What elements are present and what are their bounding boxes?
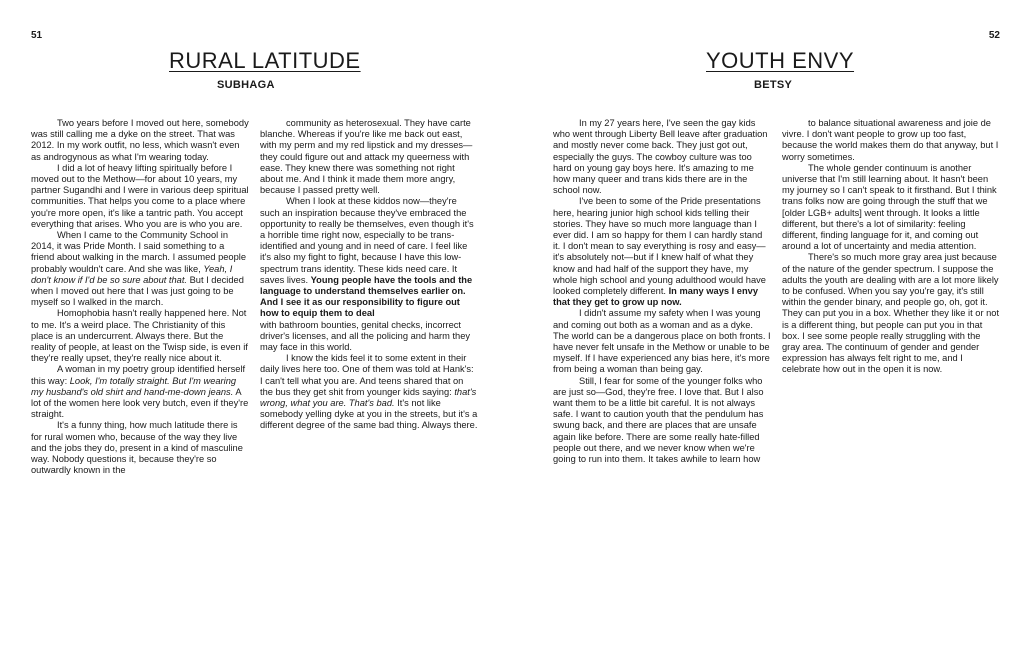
paragraph-text: A lot of the women here look very butch, even if they're straight.: [31, 386, 249, 420]
text-column: [553, 118, 771, 618]
paragraph: [260, 118, 478, 196]
paragraph-text: In my 27 years here, I've seen the gay kids who went through Liberty Bell leave after graduation and mostly never come back. They just got out, especially the guys. The cowboy culture was too hard on young gay boys here. It's amazing to me how many queer and trans kids there are in the school now.: [553, 118, 768, 196]
paragraph-text: There's so much more gray area just because of the nature of the gender spectrum. I suppose the adults the youth are dealing with are a lot more likely to be confused. When you say you're gay, it's still within the gender binary, and people go, oh, got it. They can put you in a box. Whether they like it or not is a different thing, but people can put you in that box. I see some people really struggling with the gray area. The continuum of gender and gender expression has always felt right to me, and I celebrate how out in the open it is now.: [782, 252, 1000, 375]
italic-text: Look, I'm totally straight. But I'm wearing my husband's old shirt and hand-me-down jeans.: [31, 375, 237, 397]
paragraph: [260, 353, 478, 431]
paragraph: [782, 118, 1000, 163]
bold-text: Young people have the tools and the language to understand themselves earlier on. And I see it as our responsibility to figure out how to equip them to deal: [260, 274, 473, 319]
paragraph: [260, 196, 478, 319]
paragraph-text: I know the kids feel it to some extent in their daily lives here too. One of them was told at Hank's: I can't tell what you are. And teens shared that on the bus they get shit from younger kids saying:: [260, 353, 474, 397]
bold-text: In many ways I envy that they get to grow up now.: [553, 286, 758, 308]
article-title: RURAL LATITUDE: [169, 48, 361, 73]
paragraph: [553, 376, 771, 466]
paragraph: [31, 163, 249, 230]
paragraph: [782, 252, 1000, 375]
paragraph-text: I didn't assume my safety when I was young and coming out both as a woman and as a dyke. The world can be a dangerous place on both fronts. I have never felt unsafe in the Methow or unable to be myself. If I have experienced any bias here, it's more from being a woman than being gay.: [553, 308, 771, 375]
paragraph: [31, 364, 249, 420]
paragraph-text: It's a funny thing, how much latitude there is for rural women who, because of the way they live and the jobs they do, present in a kind of masculine way. Nobody questions it, because they're so outwardly known in the: [31, 420, 243, 476]
paragraph-text: The whole gender continuum is another universe that I'm still learning about. It hasn't been my journey so I can't speak to it firsthand. But I think trans folks now are going through the stuff that we [older LGB+ adults] went through. It looks a little different, but there's a lot of similarity: feeling different, finding language for it, and coming out around a lot of uncertainty and media attention.: [782, 162, 997, 252]
italic-text: that's wrong, what you are. That's bad.: [260, 386, 477, 409]
paragraph: [31, 420, 249, 476]
text-column: [782, 118, 1000, 618]
paragraph: [553, 196, 771, 308]
paragraph-text: When I came to the Community School in 2014, it was Pride Month. I said something to a friend about walking in the march. I assumed people probably wouldn't care. And she was like,: [31, 230, 246, 274]
paragraph: [553, 118, 771, 196]
article-author: BETSY: [754, 79, 793, 91]
paragraph-text: with bathroom bounties, genital checks, incorrect driver's licenses, and all the policing and harm they may face in this world.: [260, 319, 471, 353]
paragraph: [782, 163, 1000, 253]
paragraph-text: I've been to some of the Pride presentations here, hearing junior high school kids telling their stories. They have so much more language than I ever did. I am so happy for them I can hardly stand it. I don't mean to say everything is rosy and easy—it's absolutely not—but if I knew half of what they know and had half of the support they have, my whole high school and young adulthood would have looked completely different.: [553, 196, 766, 297]
paragraph-text: I did a lot of heavy lifting spiritually before I moved out to the Methow—for about 10 years, my partner Sugandhi and I were in various deep spiritual communities. That helps you come to a place where you're more open, it's like a tantric path. You accept everything that arises. Who you are is who you are.: [31, 162, 249, 229]
paragraph-text: Two years before I moved out here, somebody was still calling me a dyke on the street. That was 2012. In my work outfit, no less, which wasn't even as androgynous as what I'm wearing today.: [31, 118, 249, 162]
paragraph-text: A woman in my poetry group identified herself this way:: [31, 364, 246, 386]
paragraph-text: Homophobia hasn't really happened here. Not to me. It's a weird place. The Christianity of this place is an undercurrent. Always there. But the reality of people, at least on the Twisp side, is even if they're really upset, they're really nice about it.: [31, 308, 248, 364]
paragraph-text: It's not like somebody yelling dyke at you in the streets, but it's a different degree of the same bad thing. Always there.: [260, 398, 478, 431]
article-author: SUBHAGA: [217, 79, 275, 91]
paragraph: [553, 308, 771, 375]
paragraph-text: to balance situational awareness and joie de vivre. I don't want people to grow up too fast, because the world makes them do that anyway, but I worry sometimes.: [782, 118, 999, 162]
text-column: [260, 118, 478, 618]
paragraph: [31, 118, 249, 163]
paragraph-text: When I look at these kiddos now—they're such an inspiration because they've embraced the opportunity to really be themselves, even though it's a horrible time right now, especially to be trans-identified and young and in need of care. I feel like it's also my fight to fight, because I have this low-spectrum trans identity. These kids need care. It saves lives.: [260, 196, 474, 285]
page-number: 52: [988, 30, 1000, 41]
paragraph: [31, 230, 249, 308]
paragraph: [260, 320, 478, 354]
paragraph-text: community as heterosexual. They have carte blanche. Whereas if you're like me back out east, with my perm and my red lipstick and my dresses—they could figure out and attack my queerness with ease. They knew there was something not right about me. And I think it made them more angry, because I passed pretty well.: [260, 118, 473, 196]
text-column: [31, 118, 249, 618]
italic-text: Yeah, I don't know if I'd be so sure about that.: [31, 263, 233, 285]
paragraph-text: Still, I fear for some of the younger folks who are just so—God, they're free. I love that. But I also want them to be a little bit careful. It is not always safe. I want to caution youth that the pendulum has swung back, and there are places that are unsafe again like before. There are some really hate-filled people out there, and we never know when we're going to run into them. It takes awhile to learn how: [553, 375, 764, 465]
paragraph: [31, 308, 249, 364]
right-page: [512, 0, 1024, 648]
page-number: 51: [31, 30, 43, 41]
paragraph-text: But I decided when I moved out here that I was just going to be myself so I walked in the march.: [31, 274, 244, 308]
article-title: YOUTH ENVY: [706, 48, 855, 73]
